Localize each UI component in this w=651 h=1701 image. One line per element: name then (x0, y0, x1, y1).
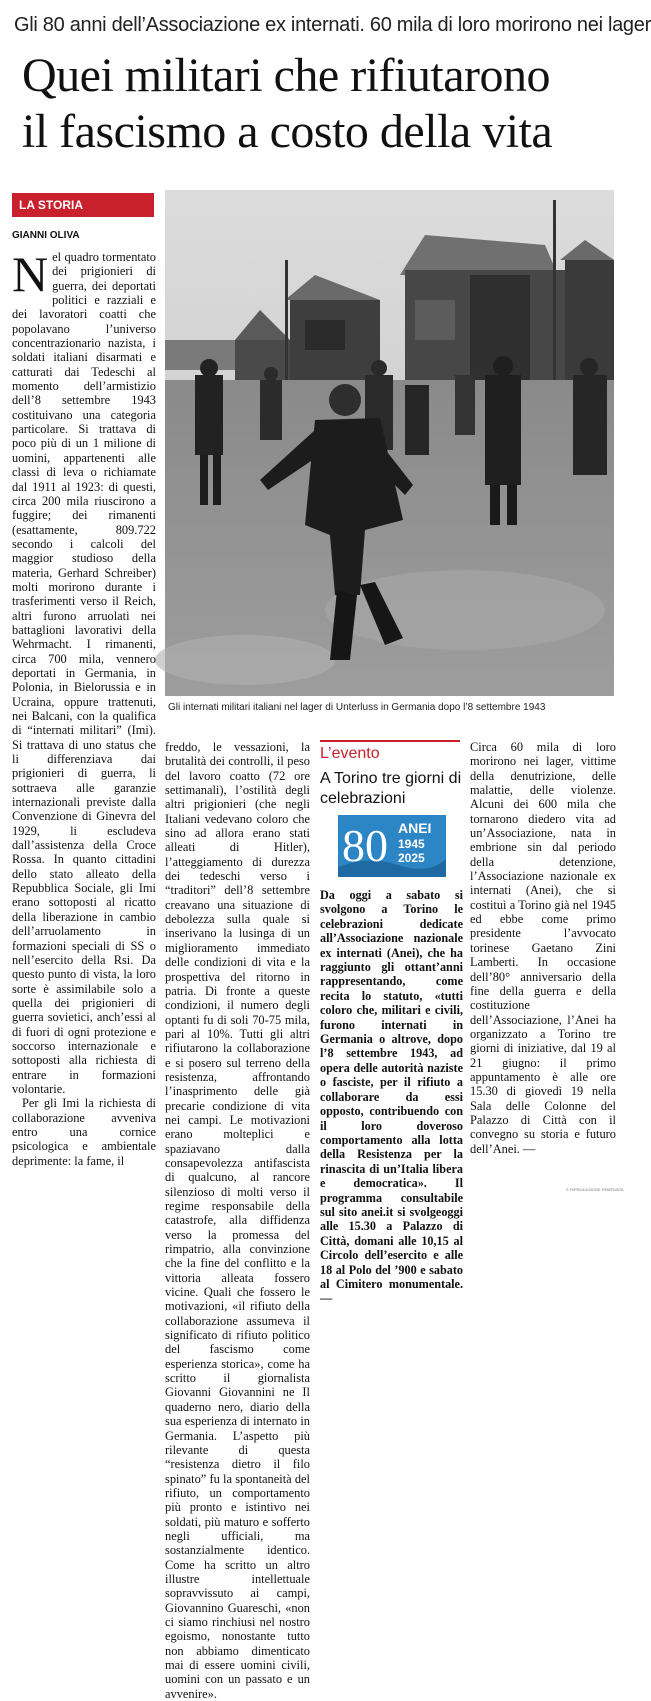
article-column-3 (470, 740, 616, 1180)
paragraph-2: Per gli Imi la richiesta di collaborazione avveniva entro una cornice psicologica e ambientale deprimente: la fame, il (12, 1096, 156, 1168)
photo-caption: Gli internati militari italiani nel lager di Unterluss in Germania dopo l’8 settembre 1943 (168, 702, 546, 713)
copyright-credit: © RIPRODUZIONE RISERVATA (566, 1187, 624, 1192)
article-headline (22, 48, 632, 160)
logo-name: ANEI (398, 820, 432, 836)
byline: GIANNI OLIVA (12, 230, 80, 241)
article-column-1 (12, 246, 156, 1180)
lead-paragraph (12, 246, 156, 1096)
logo-year-start: 1945 (398, 837, 425, 851)
logo-number: 80 (342, 820, 388, 871)
section-tag: LA STORIA (12, 193, 154, 217)
sidebar-rule (320, 740, 460, 742)
paragraph-3: Circa 60 mila di loro morirono nei lager, vittime della denutrizione, delle malattie, delle violenze. Alcuni dei 600 mila che tornarono diedero vita ad un’Associazione, nata in embrione sin dal periodo della detenzione, l’Associazione nazionale ex internati (Anei), che si costituì a Torino già nel 1945 ed ebbe come primo presidente l’avvocato torinese Gaetano Zini Lamberti. In occasione dell’80° anniversario della fine della guerra e della costituzione dell’Associazione, l’Anei ha organizzato a Torino tre giorni di iniziative, dal 19 al 21 giugno: il primo appuntamento è alle ore 15.30 di giovedì 19 nella Sala delle Colonne del Palazzo di Città con il convegno su storia e futuro dell’Anei. — (470, 740, 616, 1156)
article-photo (165, 190, 614, 696)
logo-year-end: 2025 (398, 851, 425, 865)
headline-line-2: il fascismo a costo della vita (22, 105, 553, 158)
anei-logo (338, 815, 446, 877)
headline-line-1: Quei militari che rifiutarono (22, 49, 550, 102)
lager-photo-image (165, 190, 614, 696)
anei-logo-graphic (338, 815, 446, 877)
sidebar-title: A Torino tre giorni di celebrazioni (320, 770, 462, 807)
article-kicker: Gli 80 anni dell’Associazione ex internati. 60 mila di loro morirono nei lager (14, 14, 651, 36)
dropcap: N (12, 246, 49, 302)
article-column-2 (165, 740, 310, 1701)
sidebar-label: L’evento (320, 745, 380, 762)
paragraph-2-continued: freddo, le vessazioni, la brutalità dei controlli, il peso del lavoro coatto (72 ore settimanali), l’ostilità degli altri prigionieri (che negli Italiani vedevano coloro che sino ad allora erano stati alleati di Hitler), l’atteggiamento di durezza dei tedeschi verso i “traditori” dell’8 settembre creavano una situazione di debolezza sulla quale si inserivano la lusinga di un miglioramento immediato delle condizioni di vita e la prospettiva del ritorno in patria. Di fronte a queste condizioni, il numero degli optanti fu di soli 70-75 mila, pari al 10%. Tutti gli altri rifiutarono la collaborazione e si posero sul terreno della resistenza, affrontando l’inasprimento delle già precarie condizione di vita nei campi. Le motivazioni erano molteplici e spaziavano dalla consapevolezza antifascista di qualcuno, al rancore silenzioso di molti verso il regime responsabile della catastrofe, alla diffidenza verso la promessa del rimpatrio, alla convinzione che la fine del conflitto e la vittoria alleata fossero vicine. Quali che fossero le motivazioni, «il rifiuto della collaborazione assumeva il significato di rifiuto politico del fascismo come esperienza storica», come ha scritto il giornalista Giovanni Giovannini ne Il quaderno nero, diario della sua esperienza di internato in Germania. L’aspetto più rilevante di questa “resistenza dietro il filo spinato” fu la spontaneità del rifiuto, un comportamento più pronto e istintivo nei soldati, più maturo e sofferto negli ufficiali, ma sostanzialmente identico. Come ha scritto un altro illustre intellettuale sopravvissuto ai campi, Giovannino Guareschi, «non ci siamo rinchiusi nel nostro egoismo, nonostante tutto non abbiamo dimenticato mai di essere uomini civili, uomini con un passato e un avvenire». (165, 740, 310, 1701)
lead-paragraph-text: el quadro tormentato dei prigionieri di guerra, dei deportati politici e razziali e dei lavoratori coatti che popolavano l’universo concentrazionario nazista, i soldati italiani disarmati e catturati dai Tedeschi al momento dell’armistizio dell’8 settembre 1943 costituivano una categoria particolare. Si trattava di poco più di un 1 milione di uomini, appartenenti alle classi di leva o richiamate dal 1911 al 1923: di questi, circa 200 mila riuscirono a fuggire; dei rimanenti (esattamente, 809.722 secondo i calcoli del maggior studioso della materia, Gerhard Schreiber) molti morirono durante i trasferimenti verso il Reich, altri furono arruolati nei battaglioni lavorativi della Wehrmacht. I rimanenti, circa 700 mila, vennero deportati in Germania, in Polonia, in Bielorussia e in Ucraina, oppure trattenuti, nei Balcani, con la qualifica di “internati militari” (Imi). Si trattava di uno status che li differenziava dai prigionieri di guerra, li sottraeva alle garanzie internazionali previste dalla Convenzione di Ginevra del 1929, li escludeva dall’assistenza della Croce Rossa. In quanto cittadini dello stato alleato della Repubblica Sociale, gli Imi erano sottoposti al ricatto della liberazione in cambio dell’arruolamento in formazioni speciali di SS o nell’esercito della Rsi. Da questo punto di vista, la loro sorte è assimilabile solo a quella dei prigionieri di guerra sovietici, anch’essi al di fuori di ogni protezione e soccorso internazionale e sottoposti alla richiesta di entrare in formazioni volontarie. (12, 250, 156, 1096)
sidebar-body: Da oggi a sabato si svolgono a Torino le celebrazioni dedicate all’Associazione nazionale ex internati (Anei), che ha raggiunto gli ottant’anni rappresentando, come recita lo statuto, «tutti coloro che, militari e civili, furono internati in Germania o altrove, dopo l’8 settembre 1943, ad opera delle autorità naziste o fasciste, per il rifiuto a collaborare da essi opposto, contribuendo con il loro doveroso comportamento alla lotta della Resistenza per la rinascita di un’Italia libera e democratica». Il programma consultabile sul sito anei.it si svolgeoggi alle 15.30 a Palazzo di Città, domani alle 10,15 al Circolo dell’esercito e alle 18 al Polo del ’900 e sabato al Cimitero monumentale. — (320, 888, 463, 1306)
